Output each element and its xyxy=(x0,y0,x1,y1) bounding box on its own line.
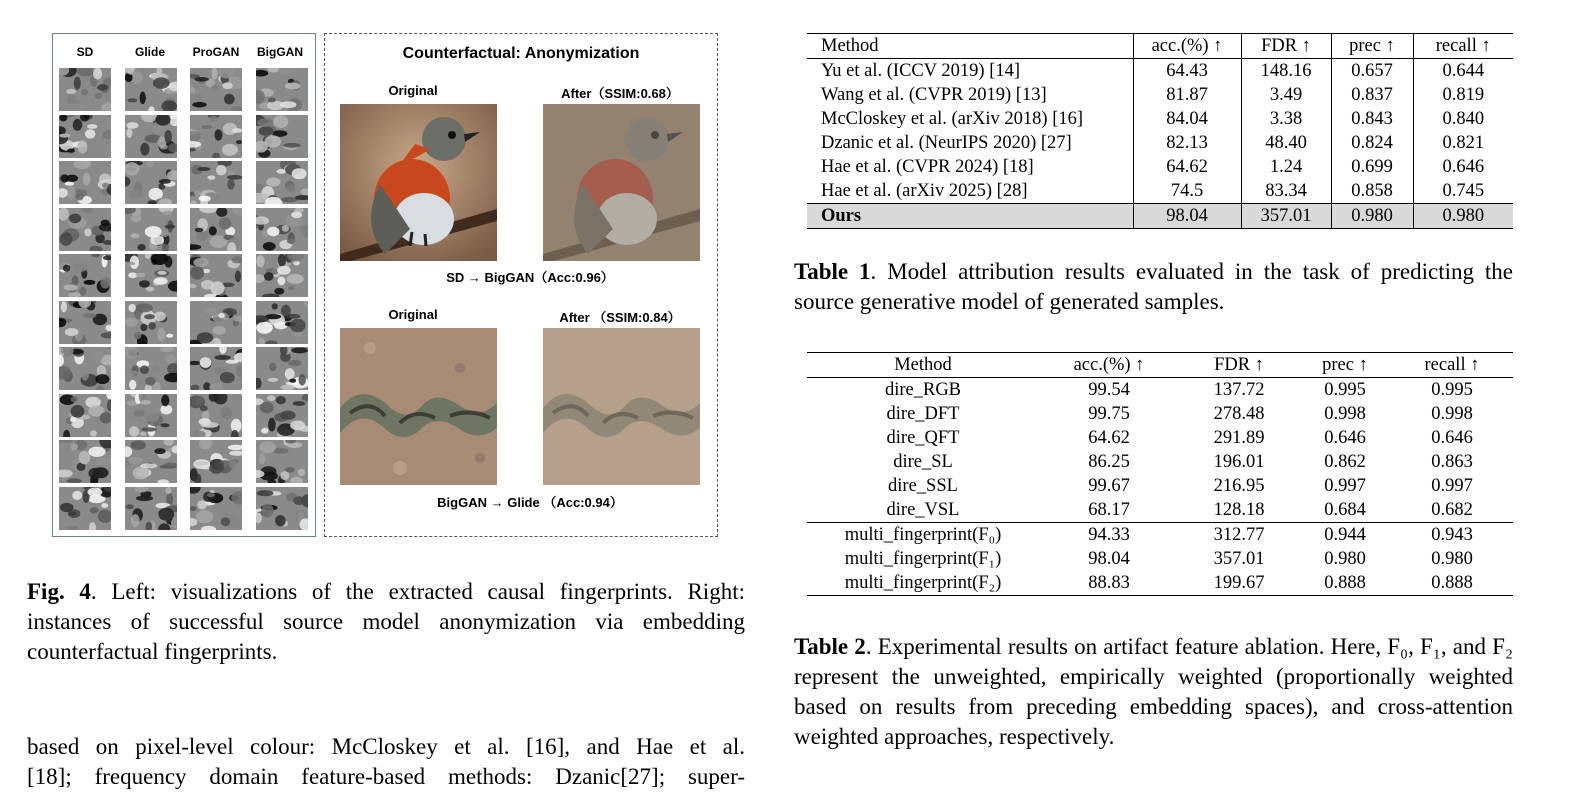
table-cell: Hae et al. (arXiv 2025) [28] xyxy=(821,181,1028,201)
table-2-caption-text: . Experimental results on artifact feature ablation. Here, F₀, F₁, and F₂ represent the unweighted, empirically weighted (proportionally weighted based on results from preceding embedding spaces), and cross-attention weighted approaches, respectively. xyxy=(794,634,1513,749)
fingerprint-tile xyxy=(189,253,243,298)
table-cell: 3.49 xyxy=(1241,83,1331,107)
table-cell: 0.840 xyxy=(1413,107,1513,131)
figure-caption-text: . Left: visualizations of the extracted causal fingerprints. Right: instances of successful source model anonymization via embedding counterfactual fingerprints. xyxy=(27,579,745,664)
table-cell: 98.04 xyxy=(1133,204,1241,229)
fingerprint-tile xyxy=(124,67,178,112)
table-cell: 99.75 xyxy=(1088,404,1130,424)
table-cell: 64.62 xyxy=(1088,428,1130,448)
transfer-label: BigGAN → Glide （Acc:0.94） xyxy=(437,495,623,510)
table-cell: 196.01 xyxy=(1213,452,1265,472)
table-cell: 278.48 xyxy=(1213,404,1265,424)
table-header-cell: Method xyxy=(894,355,952,375)
table-cell: 82.13 xyxy=(1133,131,1241,155)
table-header-row xyxy=(807,353,1513,378)
table-header-cell: FDR ↑ xyxy=(1214,355,1264,375)
table-cell: 0.821 xyxy=(1413,131,1513,155)
table-cell: 0.995 xyxy=(1431,380,1473,400)
table-cell: 88.83 xyxy=(1088,573,1130,593)
table-header-cell: acc.(%) ↑ xyxy=(1133,34,1241,59)
table-cell: 0.646 xyxy=(1431,428,1473,448)
fingerprint-column-label: BigGAN xyxy=(257,45,303,59)
table-cell: 216.95 xyxy=(1213,476,1265,496)
table-cell: McCloskey et al. (arXiv 2018) [16] xyxy=(821,109,1084,129)
table-cell: 83.34 xyxy=(1241,179,1331,204)
fingerprint-tile xyxy=(124,393,178,438)
fingerprint-tile xyxy=(255,253,309,298)
table-cell: dire_DFT xyxy=(886,404,960,424)
table-cell: multi_fingerprint(F₁) xyxy=(844,549,1002,569)
fingerprint-tile xyxy=(58,114,112,159)
table-cell: 74.5 xyxy=(1133,179,1241,204)
table-cell: Wang et al. (CVPR 2019) [13] xyxy=(821,85,1047,105)
table-row xyxy=(807,107,1513,131)
fingerprint-tile xyxy=(58,486,112,531)
table-row xyxy=(807,474,1513,498)
table-cell: 98.04 xyxy=(1088,549,1130,569)
table-cell: 94.33 xyxy=(1039,523,1179,548)
table-1-caption xyxy=(794,257,1513,317)
fingerprint-tile xyxy=(124,114,178,159)
table-cell: 0.995 xyxy=(1324,380,1366,400)
table-cell: 0.644 xyxy=(1413,59,1513,84)
table-cell: dire_SSL xyxy=(888,476,958,496)
body-line: [18]; frequency domain feature-based methods: Dzanic[27]; super- xyxy=(27,764,745,789)
fingerprint-tile xyxy=(58,67,112,112)
table-header-cell: acc.(%) ↑ xyxy=(1073,355,1145,375)
table-cell: multi_fingerprint(F₂) xyxy=(844,573,1002,593)
fingerprint-tile xyxy=(189,346,243,391)
table-cell: 0.646 xyxy=(1324,428,1366,448)
table-header-cell: recall ↑ xyxy=(1424,355,1480,375)
table-cell: 312.77 xyxy=(1179,523,1299,548)
fingerprint-tile xyxy=(189,393,243,438)
fingerprint-tile xyxy=(58,346,112,391)
fingerprint-column-label: Glide xyxy=(134,45,165,59)
table-cell: 128.18 xyxy=(1213,500,1265,520)
table-cell: 0.943 xyxy=(1391,523,1513,548)
table-2-caption xyxy=(794,632,1513,752)
table-cell: 199.67 xyxy=(1213,573,1265,593)
fingerprint-tile xyxy=(189,67,243,112)
table-1-caption-label: Table 1 xyxy=(794,259,871,284)
table-cell: 148.16 xyxy=(1241,59,1331,84)
table-header-cell: prec ↑ xyxy=(1331,34,1413,59)
table-cell: 0.998 xyxy=(1324,404,1366,424)
table-cell: 0.997 xyxy=(1431,476,1473,496)
table-2 xyxy=(807,352,1513,596)
table-cell: 0.888 xyxy=(1431,573,1473,593)
table-cell: 99.54 xyxy=(1088,380,1130,400)
table-cell: 64.62 xyxy=(1133,155,1241,179)
table-cell: 0.863 xyxy=(1431,452,1473,472)
table-cell: Dzanic et al. (NeurIPS 2020) [27] xyxy=(821,133,1072,153)
fingerprint-tile xyxy=(255,207,309,252)
fingerprint-tile xyxy=(189,300,243,345)
table-row xyxy=(807,547,1513,571)
table-cell: 0.888 xyxy=(1324,573,1366,593)
fingerprint-tile xyxy=(255,439,309,484)
table-cell: 86.25 xyxy=(1088,452,1130,472)
table-cell: 291.89 xyxy=(1213,428,1265,448)
table-1 xyxy=(807,33,1513,229)
snake-original-image xyxy=(340,328,497,485)
table-cell: 0.980 xyxy=(1324,549,1366,569)
figure-caption-label: Fig. 4 xyxy=(27,579,91,604)
table-row xyxy=(807,450,1513,474)
fingerprint-tile xyxy=(255,160,309,205)
table-cell: 0.843 xyxy=(1331,107,1413,131)
fingerprint-tile xyxy=(255,114,309,159)
fingerprint-tile xyxy=(189,486,243,531)
fingerprint-tile xyxy=(124,346,178,391)
table-cell: 0.998 xyxy=(1431,404,1473,424)
table-cell: 0.819 xyxy=(1413,83,1513,107)
figure-caption xyxy=(27,577,745,667)
table-cell: 48.40 xyxy=(1241,131,1331,155)
fingerprint-tile xyxy=(58,393,112,438)
robin-anonymized-image xyxy=(543,104,700,261)
table-cell: dire_QFT xyxy=(886,428,960,448)
table-cell: 1.24 xyxy=(1241,155,1331,179)
table-cell: 0.980 xyxy=(1413,204,1513,229)
table-row xyxy=(807,83,1513,107)
table-cell: 0.745 xyxy=(1413,179,1513,204)
table-header-cell: FDR ↑ xyxy=(1241,34,1331,59)
table-2-caption-label: Table 2 xyxy=(794,634,866,659)
fingerprint-tile xyxy=(255,300,309,345)
table-1-caption-text: . Model attribution results evaluated in the task of predicting the source generative model of generated samples. xyxy=(794,259,1514,314)
fingerprint-tile xyxy=(58,253,112,298)
fingerprint-tile xyxy=(189,207,243,252)
table-cell: 0.699 xyxy=(1331,155,1413,179)
table-header-row xyxy=(807,34,1513,59)
table-cell: multi_fingerprint(F₀) xyxy=(807,523,1039,548)
table-cell: 0.657 xyxy=(1331,59,1413,84)
fingerprint-tile xyxy=(189,114,243,159)
table-cell: 0.837 xyxy=(1331,83,1413,107)
table-row xyxy=(807,571,1513,596)
table-cell: dire_VSL xyxy=(886,500,960,520)
fingerprint-tile xyxy=(189,439,243,484)
table-cell: 0.646 xyxy=(1413,155,1513,179)
table-header-cell: Method xyxy=(821,36,879,56)
original-label: Original xyxy=(388,307,438,322)
table-cell: 137.72 xyxy=(1213,380,1265,400)
fingerprint-tile xyxy=(58,300,112,345)
table-cell: 0.682 xyxy=(1431,500,1473,520)
table-cell: Yu et al. (ICCV 2019) [14] xyxy=(821,61,1021,81)
fingerprint-tile xyxy=(58,160,112,205)
counterfactual-title: Counterfactual: Anonymization xyxy=(402,45,640,62)
fingerprint-column-label: SD xyxy=(76,45,94,59)
after-label: After （SSIM:0.84） xyxy=(559,310,681,325)
table-cell: dire_RGB xyxy=(884,380,962,400)
table-cell: Ours xyxy=(807,204,1133,229)
fingerprint-tile xyxy=(189,160,243,205)
table-cell: 0.944 xyxy=(1299,523,1391,548)
fingerprint-tile xyxy=(124,300,178,345)
table-cell: 0.824 xyxy=(1331,131,1413,155)
snake-anonymized-image xyxy=(543,328,700,485)
fingerprint-tile xyxy=(124,160,178,205)
table-header-cell: prec ↑ xyxy=(1322,355,1368,375)
table-cell: 0.997 xyxy=(1324,476,1366,496)
table-row xyxy=(807,155,1513,179)
table-row xyxy=(807,179,1513,204)
table-cell: 0.858 xyxy=(1331,179,1413,204)
fingerprint-tile xyxy=(124,253,178,298)
fingerprint-tile xyxy=(255,67,309,112)
table-cell: dire_SL xyxy=(893,452,953,472)
table-row xyxy=(807,402,1513,426)
table-cell: 0.684 xyxy=(1324,500,1366,520)
table-cell: 68.17 xyxy=(1088,500,1130,520)
fingerprint-tile xyxy=(255,486,309,531)
table-cell: 81.87 xyxy=(1133,83,1241,107)
fingerprint-tile xyxy=(255,393,309,438)
table-cell: 357.01 xyxy=(1213,549,1265,569)
table-cell: 3.38 xyxy=(1241,107,1331,131)
table-header-cell: recall ↑ xyxy=(1413,34,1513,59)
table-cell: 84.04 xyxy=(1133,107,1241,131)
table-row xyxy=(807,498,1513,523)
fingerprint-tile xyxy=(124,439,178,484)
transfer-label: SD → BigGAN（Acc:0.96） xyxy=(446,270,614,285)
body-line: based on pixel-level colour: McCloskey et al. [16], and Hae et al. xyxy=(27,734,745,759)
table-cell: 0.980 xyxy=(1331,204,1413,229)
table-row xyxy=(807,204,1513,229)
original-label: Original xyxy=(388,83,438,98)
table-cell: Hae et al. (CVPR 2024) [18] xyxy=(821,157,1034,177)
table-cell: 64.43 xyxy=(1133,59,1241,84)
table-row xyxy=(807,59,1513,84)
table-cell: 357.01 xyxy=(1241,204,1331,229)
table-cell: 0.862 xyxy=(1324,452,1366,472)
fingerprint-tile xyxy=(255,346,309,391)
table-row xyxy=(807,131,1513,155)
table-cell: 0.980 xyxy=(1431,549,1473,569)
fingerprint-tile xyxy=(58,207,112,252)
fingerprint-tile xyxy=(58,439,112,484)
fingerprint-tile xyxy=(124,486,178,531)
robin-original-image xyxy=(340,104,497,261)
table-row xyxy=(807,378,1513,403)
table-row xyxy=(807,426,1513,450)
fingerprint-column-label: ProGAN xyxy=(192,45,240,59)
table-row xyxy=(807,523,1513,548)
fingerprint-tile xyxy=(124,207,178,252)
after-label: After（SSIM:0.68） xyxy=(561,86,679,101)
table-cell: 99.67 xyxy=(1088,476,1130,496)
